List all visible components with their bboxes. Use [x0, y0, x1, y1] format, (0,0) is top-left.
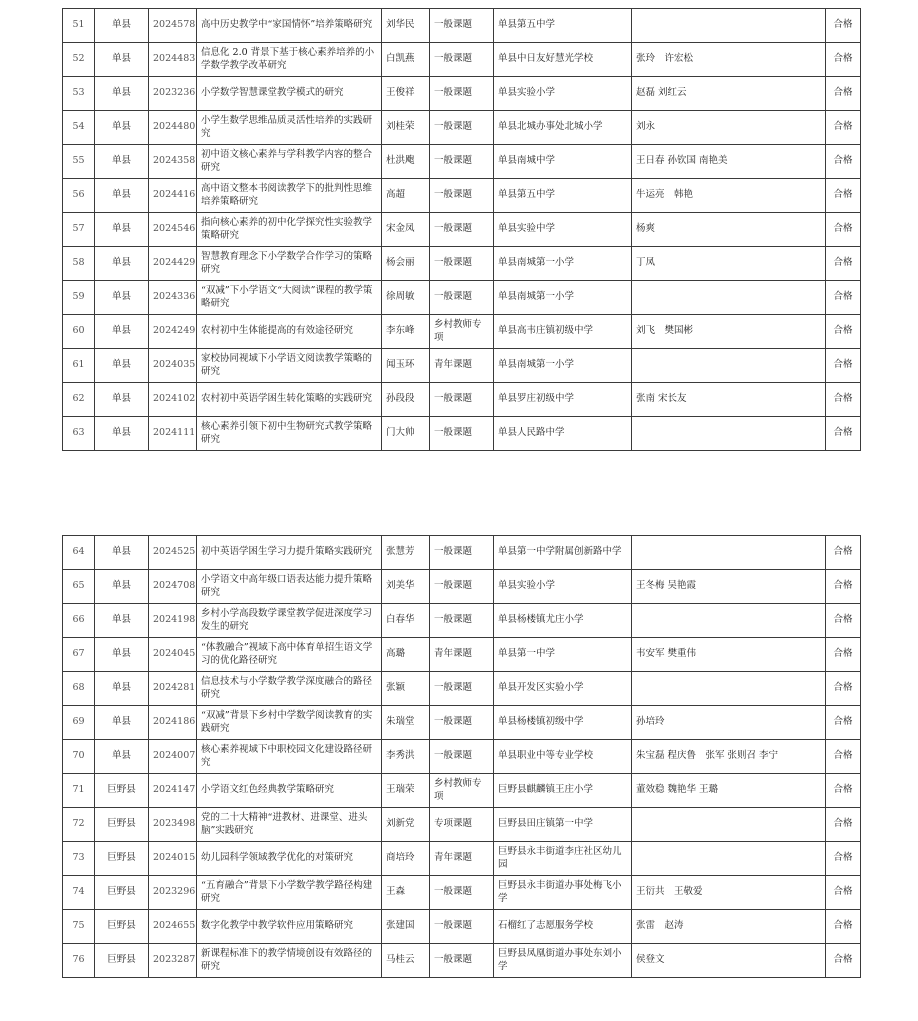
cell-project-id: 2024186	[149, 706, 197, 740]
cell-school: 单县第五中学	[494, 179, 632, 213]
cell-school: 单县杨楼镇初级中学	[494, 706, 632, 740]
cell-result: 合格	[826, 77, 861, 111]
cell-school: 单县南城第一小学	[494, 349, 632, 383]
cell-project-type: 一般课题	[430, 604, 494, 638]
results-table-1	[62, 8, 861, 451]
cell-project-type: 一般课题	[430, 179, 494, 213]
table-row	[63, 349, 861, 383]
table-1-body	[63, 9, 861, 451]
cell-project-id: 2024045	[149, 638, 197, 672]
cell-result: 合格	[826, 536, 861, 570]
cell-county: 单县	[95, 349, 149, 383]
cell-school: 单县实验小学	[494, 570, 632, 604]
cell-county: 单县	[95, 672, 149, 706]
cell-project-title: 小学生数学思维品质灵活性培养的实践研究	[197, 111, 382, 145]
cell-project-title: 小学数学智慧课堂教学模式的研究	[197, 77, 382, 111]
cell-school: 单县杨楼镇尤庄小学	[494, 604, 632, 638]
cell-county: 巨野县	[95, 876, 149, 910]
cell-county: 单县	[95, 706, 149, 740]
cell-school: 单县人民路中学	[494, 417, 632, 451]
cell-county: 单县	[95, 247, 149, 281]
cell-number: 57	[63, 213, 95, 247]
cell-number: 54	[63, 111, 95, 145]
table-row	[63, 213, 861, 247]
cell-project-title: 指向核心素养的初中化学探究性实验教学策略研究	[197, 213, 382, 247]
cell-members: 张玲 许宏松	[632, 43, 826, 77]
cell-leader: 朱瑞堂	[382, 706, 430, 740]
cell-result: 合格	[826, 876, 861, 910]
cell-members: 牛运亮 韩艳	[632, 179, 826, 213]
cell-project-title: 农村初中英语学困生转化策略的实践研究	[197, 383, 382, 417]
cell-county: 单县	[95, 638, 149, 672]
table-row	[63, 842, 861, 876]
cell-result: 合格	[826, 383, 861, 417]
cell-number: 64	[63, 536, 95, 570]
cell-school: 单县第一中学	[494, 638, 632, 672]
cell-leader: 杨会丽	[382, 247, 430, 281]
table-row	[63, 43, 861, 77]
cell-result: 合格	[826, 638, 861, 672]
cell-leader: 马桂云	[382, 944, 430, 978]
table-row	[63, 570, 861, 604]
cell-school: 单县中日友好慧光学校	[494, 43, 632, 77]
table-row	[63, 383, 861, 417]
cell-leader: 李秀洪	[382, 740, 430, 774]
cell-project-type: 一般课题	[430, 706, 494, 740]
cell-project-type: 一般课题	[430, 213, 494, 247]
cell-project-id: 2024358	[149, 145, 197, 179]
cell-leader: 张慧芳	[382, 536, 430, 570]
cell-school: 单县第一中学附属创新路中学	[494, 536, 632, 570]
table-row	[63, 808, 861, 842]
cell-number: 72	[63, 808, 95, 842]
cell-school: 单县实验小学	[494, 77, 632, 111]
cell-number: 61	[63, 349, 95, 383]
cell-project-title: 智慧教育理念下小学数学合作学习的策略研究	[197, 247, 382, 281]
cell-school: 单县罗庄初级中学	[494, 383, 632, 417]
cell-county: 单县	[95, 417, 149, 451]
cell-project-id: 2024035	[149, 349, 197, 383]
table-row	[63, 417, 861, 451]
cell-project-id: 2024416	[149, 179, 197, 213]
cell-members: 王衍共 王敬爱	[632, 876, 826, 910]
table-row	[63, 706, 861, 740]
cell-project-id: 2024546	[149, 213, 197, 247]
cell-number: 75	[63, 910, 95, 944]
cell-members	[632, 604, 826, 638]
cell-project-id: 2024336	[149, 281, 197, 315]
cell-leader: 张建国	[382, 910, 430, 944]
cell-county: 巨野县	[95, 842, 149, 876]
cell-members: 张南 宋长友	[632, 383, 826, 417]
cell-county: 单县	[95, 315, 149, 349]
cell-school: 单县南城第一小学	[494, 281, 632, 315]
cell-project-id: 2024655	[149, 910, 197, 944]
cell-number: 52	[63, 43, 95, 77]
cell-number: 56	[63, 179, 95, 213]
cell-school: 单县开发区实验小学	[494, 672, 632, 706]
cell-project-type: 一般课题	[430, 43, 494, 77]
cell-project-id: 2024708	[149, 570, 197, 604]
cell-project-id: 2024249	[149, 315, 197, 349]
cell-project-title: 小学语文中高年级口语表达能力提升策略研究	[197, 570, 382, 604]
cell-result: 合格	[826, 944, 861, 978]
cell-result: 合格	[826, 706, 861, 740]
cell-number: 63	[63, 417, 95, 451]
cell-project-id: 2023287	[149, 944, 197, 978]
table-row	[63, 876, 861, 910]
cell-number: 55	[63, 145, 95, 179]
cell-county: 单县	[95, 43, 149, 77]
cell-number: 68	[63, 672, 95, 706]
cell-number: 76	[63, 944, 95, 978]
cell-leader: 高超	[382, 179, 430, 213]
cell-project-type: 专项课题	[430, 808, 494, 842]
cell-number: 71	[63, 774, 95, 808]
cell-members: 董效稳 魏艳华 王璐	[632, 774, 826, 808]
cell-leader: 王俊祥	[382, 77, 430, 111]
cell-county: 单县	[95, 281, 149, 315]
cell-number: 70	[63, 740, 95, 774]
cell-leader: 杜洪飑	[382, 145, 430, 179]
cell-project-type: 一般课题	[430, 740, 494, 774]
cell-project-id: 2024198	[149, 604, 197, 638]
cell-members: 刘飞 樊国彬	[632, 315, 826, 349]
cell-result: 合格	[826, 111, 861, 145]
cell-result: 合格	[826, 417, 861, 451]
cell-project-title: “双减”下小学语文“大阅读”课程的教学策略研究	[197, 281, 382, 315]
results-table-2	[62, 535, 861, 978]
cell-members: 王日春 孙钦国 南艳美	[632, 145, 826, 179]
cell-number: 66	[63, 604, 95, 638]
cell-school: 单县职业中等专业学校	[494, 740, 632, 774]
cell-project-type: 一般课题	[430, 876, 494, 910]
cell-members	[632, 536, 826, 570]
cell-project-title: 乡村小学高段数学课堂教学促进深度学习发生的研究	[197, 604, 382, 638]
cell-result: 合格	[826, 910, 861, 944]
cell-project-title: 核心素养视域下中职校园文化建设路径研究	[197, 740, 382, 774]
cell-number: 73	[63, 842, 95, 876]
cell-leader: 王瑞荣	[382, 774, 430, 808]
cell-result: 合格	[826, 672, 861, 706]
cell-members	[632, 9, 826, 43]
cell-project-title: 高中语文整本书阅读教学下的批判性思维培养策略研究	[197, 179, 382, 213]
cell-result: 合格	[826, 281, 861, 315]
cell-county: 单县	[95, 213, 149, 247]
cell-county: 单县	[95, 604, 149, 638]
cell-result: 合格	[826, 145, 861, 179]
cell-members: 丁凤	[632, 247, 826, 281]
cell-project-id: 2023236	[149, 77, 197, 111]
cell-county: 单县	[95, 383, 149, 417]
cell-result: 合格	[826, 604, 861, 638]
cell-members	[632, 842, 826, 876]
cell-leader: 刘新党	[382, 808, 430, 842]
cell-project-type: 青年课题	[430, 349, 494, 383]
cell-school: 巨野县麒麟镇王庄小学	[494, 774, 632, 808]
cell-project-title: “五育融合”背景下小学数学教学路径构建研究	[197, 876, 382, 910]
cell-leader: 门大帅	[382, 417, 430, 451]
cell-school: 单县南城中学	[494, 145, 632, 179]
cell-result: 合格	[826, 570, 861, 604]
cell-result: 合格	[826, 213, 861, 247]
cell-project-type: 一般课题	[430, 570, 494, 604]
cell-project-type: 青年课题	[430, 638, 494, 672]
cell-project-type: 一般课题	[430, 672, 494, 706]
cell-members: 孙培玲	[632, 706, 826, 740]
cell-school: 单县南城第一小学	[494, 247, 632, 281]
cell-number: 59	[63, 281, 95, 315]
cell-number: 69	[63, 706, 95, 740]
cell-result: 合格	[826, 179, 861, 213]
table-row	[63, 315, 861, 349]
table-row	[63, 111, 861, 145]
table-row	[63, 944, 861, 978]
cell-project-id: 2023498	[149, 808, 197, 842]
cell-leader: 李东峰	[382, 315, 430, 349]
cell-project-type: 一般课题	[430, 111, 494, 145]
cell-project-title: 农村初中生体能提高的有效途径研究	[197, 315, 382, 349]
cell-project-id: 2024429	[149, 247, 197, 281]
cell-project-type: 一般课题	[430, 145, 494, 179]
cell-project-id: 2023296	[149, 876, 197, 910]
cell-project-type: 一般课题	[430, 536, 494, 570]
cell-county: 单县	[95, 740, 149, 774]
cell-project-type: 乡村教师专项	[430, 774, 494, 808]
cell-county: 单县	[95, 536, 149, 570]
cell-project-type: 一般课题	[430, 910, 494, 944]
cell-leader: 刘华民	[382, 9, 430, 43]
cell-project-title: 初中语文核心素养与学科教学内容的整合研究	[197, 145, 382, 179]
cell-result: 合格	[826, 842, 861, 876]
cell-project-id: 2024007	[149, 740, 197, 774]
table-row	[63, 604, 861, 638]
cell-county: 单县	[95, 77, 149, 111]
cell-members	[632, 281, 826, 315]
table-row	[63, 740, 861, 774]
cell-project-title: 初中英语学困生学习力提升策略实践研究	[197, 536, 382, 570]
cell-project-type: 一般课题	[430, 944, 494, 978]
cell-leader: 刘桂荣	[382, 111, 430, 145]
cell-leader: 高璐	[382, 638, 430, 672]
cell-school: 巨野县永丰街道李庄社区幼儿园	[494, 842, 632, 876]
cell-project-title: 高中历史教学中“家国情怀”培养策略研究	[197, 9, 382, 43]
cell-school: 单县北城办事处北城小学	[494, 111, 632, 145]
cell-members: 朱宝磊 程庆鲁 张军 张则召 李宁	[632, 740, 826, 774]
cell-result: 合格	[826, 740, 861, 774]
cell-number: 62	[63, 383, 95, 417]
cell-school: 单县高韦庄镇初级中学	[494, 315, 632, 349]
cell-school: 巨野县永丰街道办事处梅飞小学	[494, 876, 632, 910]
cell-school: 单县实验中学	[494, 213, 632, 247]
cell-members: 赵磊 刘红云	[632, 77, 826, 111]
cell-leader: 白凯燕	[382, 43, 430, 77]
table-row	[63, 536, 861, 570]
cell-members	[632, 808, 826, 842]
cell-project-title: 家校协同视域下小学语文阅读教学策略的研究	[197, 349, 382, 383]
cell-members	[632, 672, 826, 706]
cell-county: 单县	[95, 179, 149, 213]
cell-project-title: 小学语文红色经典教学策略研究	[197, 774, 382, 808]
table-row	[63, 179, 861, 213]
cell-project-id: 2024147	[149, 774, 197, 808]
cell-members	[632, 349, 826, 383]
cell-project-id: 2024578	[149, 9, 197, 43]
cell-members: 韦安军 樊重伟	[632, 638, 826, 672]
cell-project-id: 2024015	[149, 842, 197, 876]
cell-project-title: 党的二十大精神“进教材、进课堂、进头脑”实践研究	[197, 808, 382, 842]
cell-project-type: 一般课题	[430, 9, 494, 43]
cell-result: 合格	[826, 315, 861, 349]
cell-members: 刘永	[632, 111, 826, 145]
cell-number: 74	[63, 876, 95, 910]
cell-result: 合格	[826, 43, 861, 77]
cell-number: 58	[63, 247, 95, 281]
cell-project-type: 乡村教师专项	[430, 315, 494, 349]
cell-number: 53	[63, 77, 95, 111]
cell-project-id: 2024483	[149, 43, 197, 77]
table-row	[63, 638, 861, 672]
cell-leader: 徐周敏	[382, 281, 430, 315]
cell-county: 巨野县	[95, 808, 149, 842]
cell-leader: 刘美华	[382, 570, 430, 604]
cell-project-type: 一般课题	[430, 281, 494, 315]
cell-project-id: 2024111	[149, 417, 197, 451]
cell-project-title: “体教融合”视域下高中体育单招生语文学习的优化路径研究	[197, 638, 382, 672]
cell-leader: 孙段段	[382, 383, 430, 417]
table-row	[63, 145, 861, 179]
cell-school: 巨野县凤凰街道办事处东刘小学	[494, 944, 632, 978]
table-row	[63, 281, 861, 315]
cell-members: 王冬梅 吴艳霞	[632, 570, 826, 604]
cell-project-type: 青年课题	[430, 842, 494, 876]
cell-result: 合格	[826, 247, 861, 281]
cell-project-title: “双减”背景下乡村中学数学阅读教育的实践研究	[197, 706, 382, 740]
cell-county: 单县	[95, 145, 149, 179]
cell-members: 张雷 赵涛	[632, 910, 826, 944]
cell-project-id: 2024480	[149, 111, 197, 145]
cell-number: 60	[63, 315, 95, 349]
cell-county: 巨野县	[95, 944, 149, 978]
cell-leader: 白春华	[382, 604, 430, 638]
cell-county: 单县	[95, 570, 149, 604]
cell-project-title: 数字化教学中教学软件应用策略研究	[197, 910, 382, 944]
cell-members: 侯登文	[632, 944, 826, 978]
cell-leader: 王森	[382, 876, 430, 910]
cell-leader: 张颖	[382, 672, 430, 706]
cell-project-type: 一般课题	[430, 247, 494, 281]
cell-project-type: 一般课题	[430, 383, 494, 417]
cell-result: 合格	[826, 9, 861, 43]
cell-county: 巨野县	[95, 774, 149, 808]
cell-project-title: 信息化 2.0 背景下基于核心素养培养的小学数学教学改革研究	[197, 43, 382, 77]
cell-result: 合格	[826, 774, 861, 808]
cell-number: 65	[63, 570, 95, 604]
table-row	[63, 247, 861, 281]
cell-county: 单县	[95, 9, 149, 43]
cell-project-title: 新课程标准下的教学情境创设有效路径的研究	[197, 944, 382, 978]
cell-leader: 宋金凤	[382, 213, 430, 247]
cell-county: 单县	[95, 111, 149, 145]
cell-project-type: 一般课题	[430, 77, 494, 111]
cell-project-title: 信息技术与小学数学教学深度融合的路径研究	[197, 672, 382, 706]
cell-project-title: 幼儿园科学领域教学优化的对策研究	[197, 842, 382, 876]
cell-school: 巨野县田庄镇第一中学	[494, 808, 632, 842]
table-row	[63, 774, 861, 808]
cell-result: 合格	[826, 808, 861, 842]
cell-number: 51	[63, 9, 95, 43]
cell-number: 67	[63, 638, 95, 672]
cell-project-type: 一般课题	[430, 417, 494, 451]
cell-school: 石榴红了志愿服务学校	[494, 910, 632, 944]
cell-project-id: 2024525	[149, 536, 197, 570]
cell-project-id: 2024281	[149, 672, 197, 706]
cell-leader: 闻玉环	[382, 349, 430, 383]
table-row	[63, 77, 861, 111]
table-row	[63, 9, 861, 43]
cell-leader: 商培玲	[382, 842, 430, 876]
cell-members	[632, 417, 826, 451]
cell-members: 杨爽	[632, 213, 826, 247]
cell-county: 巨野县	[95, 910, 149, 944]
cell-project-title: 核心素养引领下初中生物研究式教学策略研究	[197, 417, 382, 451]
cell-school: 单县第五中学	[494, 9, 632, 43]
table-row	[63, 672, 861, 706]
cell-result: 合格	[826, 349, 861, 383]
table-2-body	[63, 536, 861, 978]
cell-project-id: 2024102	[149, 383, 197, 417]
table-row	[63, 910, 861, 944]
